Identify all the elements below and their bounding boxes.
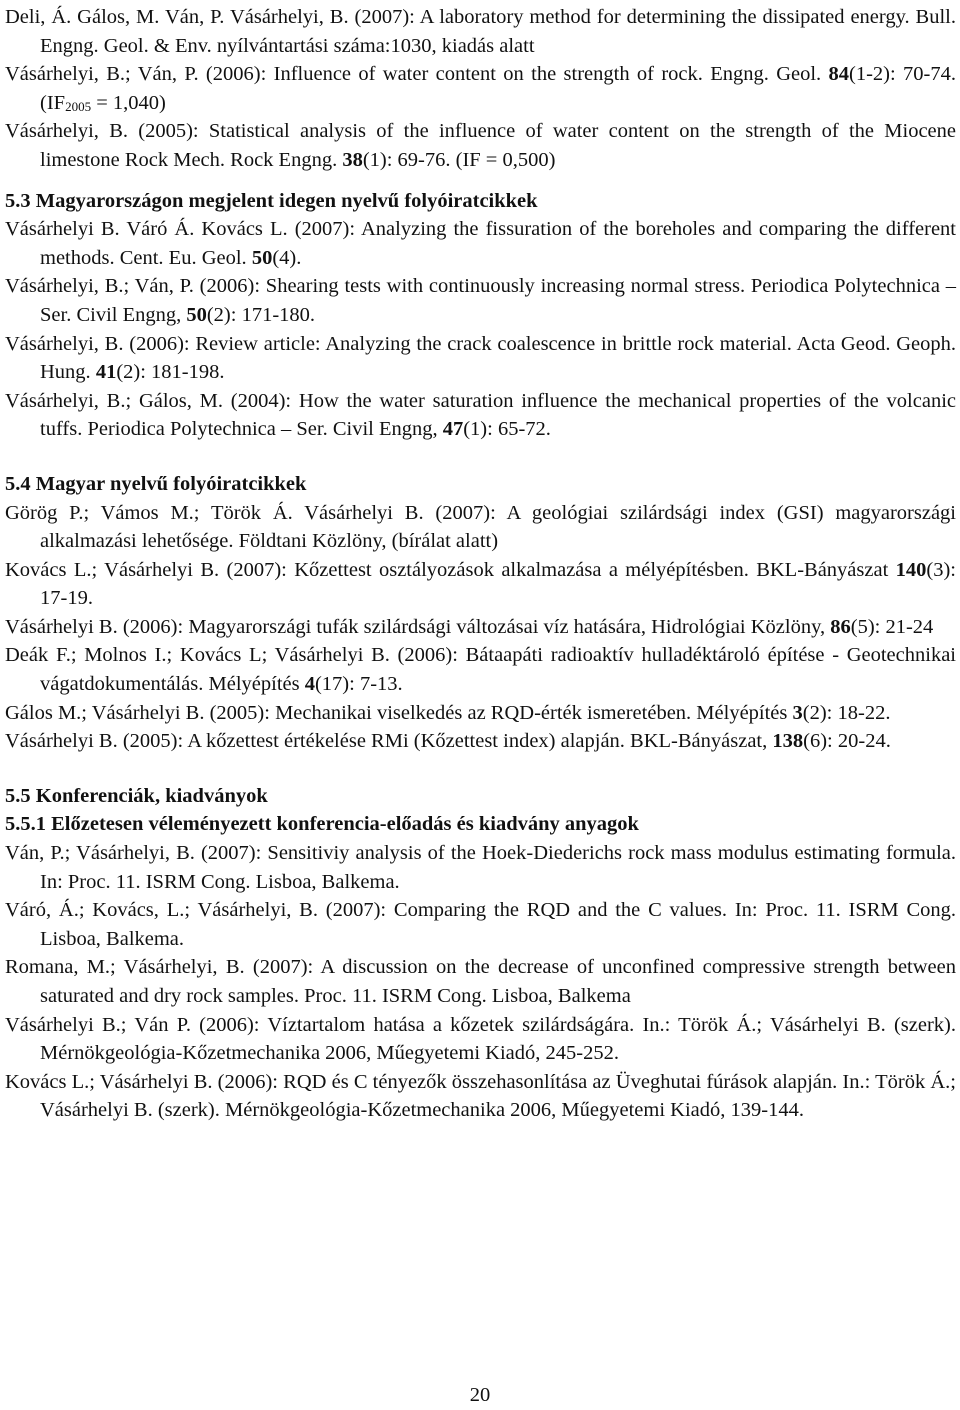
reference-pages: (4). <box>272 246 302 269</box>
reference-entry <box>5 272 956 329</box>
reference-volume: 47 <box>442 418 464 441</box>
reference-text: Váró, Á.; Kovács, L.; Vásárhelyi, B. (2007): Comparing the RQD and the C values. In: Proc. 11. ISRM Cong. Lisboa, Balkema. <box>5 899 956 950</box>
reference-volume: 138 <box>772 730 804 753</box>
reference-entry <box>5 117 956 174</box>
reference-entry <box>5 330 956 387</box>
reference-volume: 3 <box>792 701 803 724</box>
reference-entry <box>5 839 956 896</box>
reference-text: Ván, P.; Vásárhelyi, B. (2007): Sensitiviy analysis of the Hoek-Diederichs rock mass modulus estimating formula. In: Proc. 11. ISRM Cong. Lisboa, Balkema. <box>5 842 956 893</box>
reference-entry <box>5 896 956 953</box>
reference-text: Gálos M.; Vásárhelyi B. (2005): Mechanikai viselkedés az RQD-érték ismeretében. Mélyépítés <box>5 701 793 724</box>
reference-pages: (17): 7-13. <box>314 673 403 696</box>
reference-text: Romana, M.; Vásárhelyi, B. (2007): A discussion on the decrease of unconfined compressive strength between saturated and dry rock samples. Proc. 11. ISRM Cong. Lisboa, Balkema <box>5 956 956 1007</box>
reference-volume: 38 <box>342 148 363 171</box>
reference-pages: (1): 65-72. <box>463 418 551 441</box>
reference-pages: (5): 21-24 <box>850 615 934 638</box>
reference-volume: 4 <box>304 673 315 696</box>
reference-entry <box>5 1068 956 1125</box>
subsection-heading-5-5-1: 5.5.1 Előzetesen véleményezett konferencia-előadás és kiadvány anyagok <box>5 813 639 836</box>
reference-entry <box>5 387 956 444</box>
reference-pages: (2): 18-22. <box>802 701 891 724</box>
reference-volume: 86 <box>830 615 851 638</box>
reference-text: Vásárhelyi B. (2005): A kőzettest értékelése RMi (Kőzettest index) alapján. BKL-Bányászat, <box>5 730 773 753</box>
page-content <box>5 3 956 1125</box>
section-heading-5-3: 5.3 Magyarországon megjelent idegen nyelvű folyóiratcikkek <box>5 189 538 212</box>
reference-text: Kovács L.; Vásárhelyi B. (2006): RQD és C tényezők összehasonlítása az Üveghutai fúrások alapján. In.: Török Á.; Vásárhelyi B. (szerk). Mérnökgeológia-Kőzetmechanika 2006, Műegyetemi Kiadó, 139-144. <box>5 1070 956 1122</box>
reference-pages: (2): 171-180. <box>206 303 316 326</box>
reference-entry <box>5 727 956 756</box>
reference-text: Vásárhelyi B.; Ván P. (2006): Víztartalom hatása a kőzetek szilárdságára. In.: Török Á.; Vásárhelyi B. (szerk). Mérnökgeológia-Kőzetmechanika 2006, Műegyetemi Kiadó, 245-252. <box>5 1013 956 1065</box>
reference-entry <box>5 556 956 613</box>
reference-pages: (1-2): 70-74. (IF <box>40 63 956 114</box>
reference-entry <box>5 60 956 117</box>
reference-text: Kovács L.; Vásárhelyi B. (2007): Kőzettest osztályozások alkalmazása a mélyépítésben. BKL-Bányászat <box>5 558 896 581</box>
reference-pages: (2): 181-198. <box>116 361 225 384</box>
reference-pages: (1): 69-76. (IF = 0,500) <box>362 148 556 171</box>
reference-pages: (6): 20-24. <box>803 730 891 753</box>
reference-volume: 84 <box>828 63 850 86</box>
reference-volume: 50 <box>251 246 273 269</box>
reference-text: Vásárhelyi, B.; Ván, P. (2006): Influence of water content on the strength of rock. Engng. Geol. <box>5 63 829 86</box>
reference-pages: (3): 17-19. <box>40 558 956 610</box>
reference-text: Vásárhelyi, B. (2006): Review article: Analyzing the crack coalescence in brittle rock material. Acta Geod. Geoph. Hung. <box>5 332 956 384</box>
reference-text: Görög P.; Vámos M.; Török Á. Vásárhelyi B. (2007): A geológiai szilárdsági index (GSI) magyarországi alkalmazási lehetősége. Földtani Közlöny, (bírálat alatt) <box>5 501 956 553</box>
reference-text: Vásárhelyi, B. (2005): Statistical analysis of the influence of water content on the strength of the Miocene limestone Rock Mech. Rock Engng. <box>5 120 956 171</box>
impact-factor-value: = 1,040) <box>91 91 166 114</box>
reference-text: Vásárhelyi B. Váró Á. Kovács L. (2007): Analyzing the fissuration of the boreholes and comparing the different methods. Cent. Eu. Geol. <box>5 218 956 269</box>
page-number: 20 <box>469 1384 491 1406</box>
reference-volume: 41 <box>95 361 117 384</box>
reference-entry <box>5 699 956 728</box>
reference-text: Deli, Á. Gálos, M. Ván, P. Vásárhelyi, B. (2007): A laboratory method for determining the dissipated energy. Bull. Engng. Geol. & Env. nyílvántartási száma:1030, kiadás alatt <box>5 6 956 57</box>
reference-entry <box>5 3 956 60</box>
reference-text: Vásárhelyi, B.; Ván, P. (2006): Shearing tests with continuously increasing normal stress. Periodica Polytechnica – Ser. Civil Engng, <box>5 275 956 326</box>
reference-volume: 50 <box>186 303 207 326</box>
reference-entry <box>5 641 956 698</box>
reference-entry <box>5 215 956 272</box>
reference-entry <box>5 499 956 556</box>
reference-entry <box>5 953 956 1010</box>
reference-volume: 140 <box>895 558 927 581</box>
reference-text: Vásárhelyi B. (2006): Magyarországi tufák szilárdsági változásai víz hatására, Hidrológiai Közlöny, <box>5 615 831 638</box>
reference-entry <box>5 1011 956 1068</box>
reference-entry <box>5 613 956 642</box>
section-heading-5-4: 5.4 Magyar nyelvű folyóiratcikkek <box>5 472 307 495</box>
section-heading-5-5: 5.5 Konferenciák, kiadványok <box>5 784 268 807</box>
impact-factor-year: 2005 <box>65 98 92 114</box>
reference-text: Deák F.; Molnos I.; Kovács L; Vásárhelyi B. (2006): Bátaapáti radioaktív hulladéktároló építése - Geotechnikai vágatdokumentálás. Mélyépítés <box>5 644 956 696</box>
reference-text: Vásárhelyi, B.; Gálos, M. (2004): How the water saturation influence the mechanical properties of the volcanic tuffs. Periodica Polytechnica – Ser. Civil Engng, <box>5 389 956 441</box>
